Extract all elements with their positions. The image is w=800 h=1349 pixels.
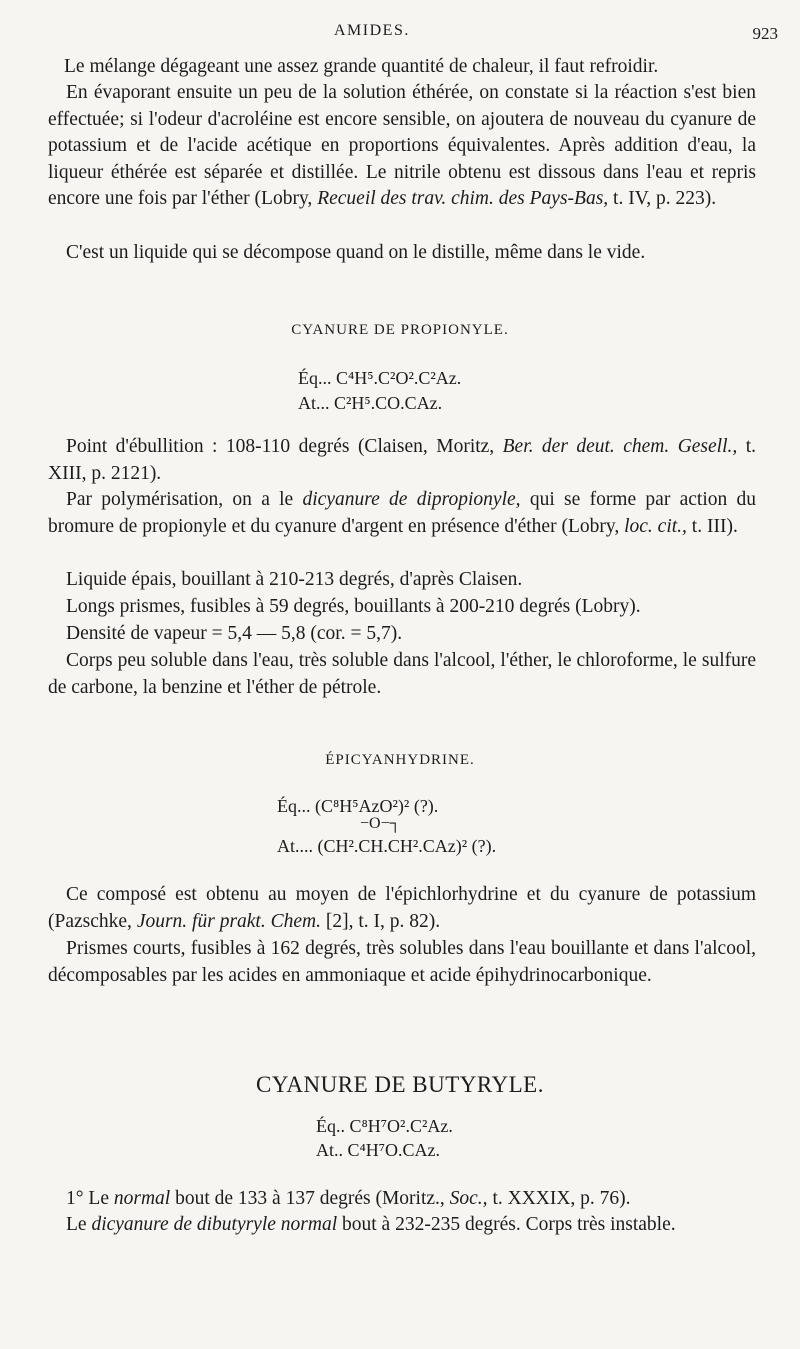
formula-eq-label: Éq.. bbox=[316, 1116, 345, 1136]
text: t. XIII, p. 2121). bbox=[48, 436, 756, 484]
formula-at-value: C⁴H⁷O.CAz. bbox=[347, 1140, 441, 1160]
text: t. XXXIX, p. 76). bbox=[492, 1188, 631, 1209]
text: Point d'ébullition : 108-110 degrés (Claisen, Moritz, bbox=[66, 436, 495, 457]
butyryle-paragraph-2 bbox=[48, 1212, 756, 1239]
citation: loc. cit., bbox=[624, 515, 687, 537]
formula-eq-value: (C⁸H⁵AzO²)² (?). bbox=[315, 796, 439, 816]
text: Par polymérisation, on a le bbox=[66, 489, 294, 510]
formula-at-label: At... bbox=[298, 393, 330, 413]
formula-at-propionyle bbox=[298, 393, 442, 414]
compound-name: normal bbox=[113, 1188, 171, 1209]
propionyle-paragraph-3: Liquide épais, bouillant à 210-213 degrés, d'après Claisen. bbox=[66, 569, 523, 590]
formula-at-label: At.... bbox=[277, 836, 313, 856]
formula-at-label: At.. bbox=[316, 1140, 343, 1160]
text: Le bbox=[66, 1214, 87, 1235]
formula-eq-propionyle bbox=[298, 368, 461, 389]
formula-at-butyryle bbox=[316, 1140, 440, 1161]
page-number: 923 bbox=[752, 24, 778, 43]
formula-eq-epicyanhydrine bbox=[277, 796, 438, 817]
intro-ref: t. IV, p. 223). bbox=[613, 188, 717, 209]
formula-eq-value: C⁴H⁵.C²O².C²Az. bbox=[336, 368, 462, 388]
text: Ce composé est obtenu au moyen de l'épichlorhydrine et du cyanure de potassium (Pazschke, bbox=[48, 884, 756, 932]
section-title-butyryle: CYANURE DE BUTYRYLE. bbox=[256, 1072, 544, 1097]
text: t. III). bbox=[691, 515, 738, 537]
intro-journal: Recueil des trav. chim. des Pays-Bas, bbox=[317, 188, 609, 209]
journal-title: Ber. der deut. chem. Gesell., bbox=[502, 436, 738, 457]
formula-at-epicyanhydrine bbox=[277, 836, 496, 857]
section-title-epicyanhydrine: ÉPICYANHYDRINE. bbox=[325, 752, 475, 768]
formula-at-value: (CH².CH.CH².CAz)² (?). bbox=[317, 836, 497, 856]
formula-eq-label: Éq... bbox=[277, 796, 311, 816]
intro-line-1: Le mélange dégageant une assez grande quantité de chaleur, il faut refroidir. bbox=[64, 56, 659, 77]
running-title: AMIDES. bbox=[334, 22, 410, 39]
page-header bbox=[0, 22, 800, 46]
propionyle-paragraph-2 bbox=[48, 487, 756, 540]
text: 1° Le bbox=[66, 1188, 109, 1209]
propionyle-paragraph-4: Longs prismes, fusibles à 59 degrés, bouillants à 200-210 degrés (Lobry). bbox=[66, 596, 641, 617]
section-title-propionyle: CYANURE DE PROPIONYLE. bbox=[291, 322, 509, 338]
formula-oxygen-bridge: −O−┐ bbox=[360, 815, 401, 832]
epicyanhydrine-paragraph-2: Prismes courts, fusibles à 162 degrés, très solubles dans l'eau bouillante et dans l'alcool, décomposables par les acides en ammoniaque et acide épihydrinocarbonique. bbox=[48, 938, 756, 986]
propionyle-paragraph-6: Corps peu soluble dans l'eau, très soluble dans l'alcool, l'éther, le chloroforme, le sulfure de carbone, la benzine et l'éther de pétrole. bbox=[48, 650, 756, 698]
citation: Soc., bbox=[449, 1188, 488, 1209]
intro-text: En évaporant ensuite un peu de la solution éthérée, on constate si la réaction s'est bien effectuée; si l'odeur d'acroléine est encore sensible, on ajoutera de nouveau du cyanure de potassium et de l'acide acétique en proportions équivalentes. Après addition d'eau, la liqueur éthérée est séparée et distillée. Le nitrile obtenu est dissous dans l'eau et repris encore une fois par l'éther (Lobry, bbox=[48, 82, 756, 209]
text: [2], t. I, p. 82). bbox=[325, 910, 441, 932]
epicyanhydrine-paragraph-1 bbox=[48, 882, 756, 935]
text: qui se forme par action du bromure de propionyle et du cyanure d'argent en présence d'éther (Lobry, bbox=[48, 489, 757, 537]
text: bout à 232-235 degrés. Corps très instable. bbox=[342, 1214, 676, 1235]
journal-title: Journ. für prakt. Chem. bbox=[136, 910, 321, 932]
compound-name: dicyanure de dipropionyle, bbox=[302, 489, 521, 510]
intro-paragraph bbox=[48, 80, 756, 213]
intro-conclusion: C'est un liquide qui se décompose quand on le distille, même dans le vide. bbox=[66, 242, 646, 263]
propionyle-paragraph-5: Densité de vapeur = 5,4 — 5,8 (cor. = 5,7). bbox=[66, 623, 403, 644]
text: bout de 133 à 137 degrés (Moritz., bbox=[175, 1188, 445, 1209]
butyryle-paragraph-1 bbox=[48, 1186, 756, 1213]
propionyle-paragraph-1 bbox=[48, 434, 756, 487]
compound-name: dicyanure de dibutyryle normal bbox=[91, 1214, 338, 1235]
formula-eq-value: C⁸H⁷O².C²Az. bbox=[349, 1116, 453, 1136]
formula-eq-butyryle bbox=[316, 1116, 453, 1137]
formula-at-value: C²H⁵.CO.CAz. bbox=[334, 393, 443, 413]
formula-eq-label: Éq... bbox=[298, 368, 332, 388]
